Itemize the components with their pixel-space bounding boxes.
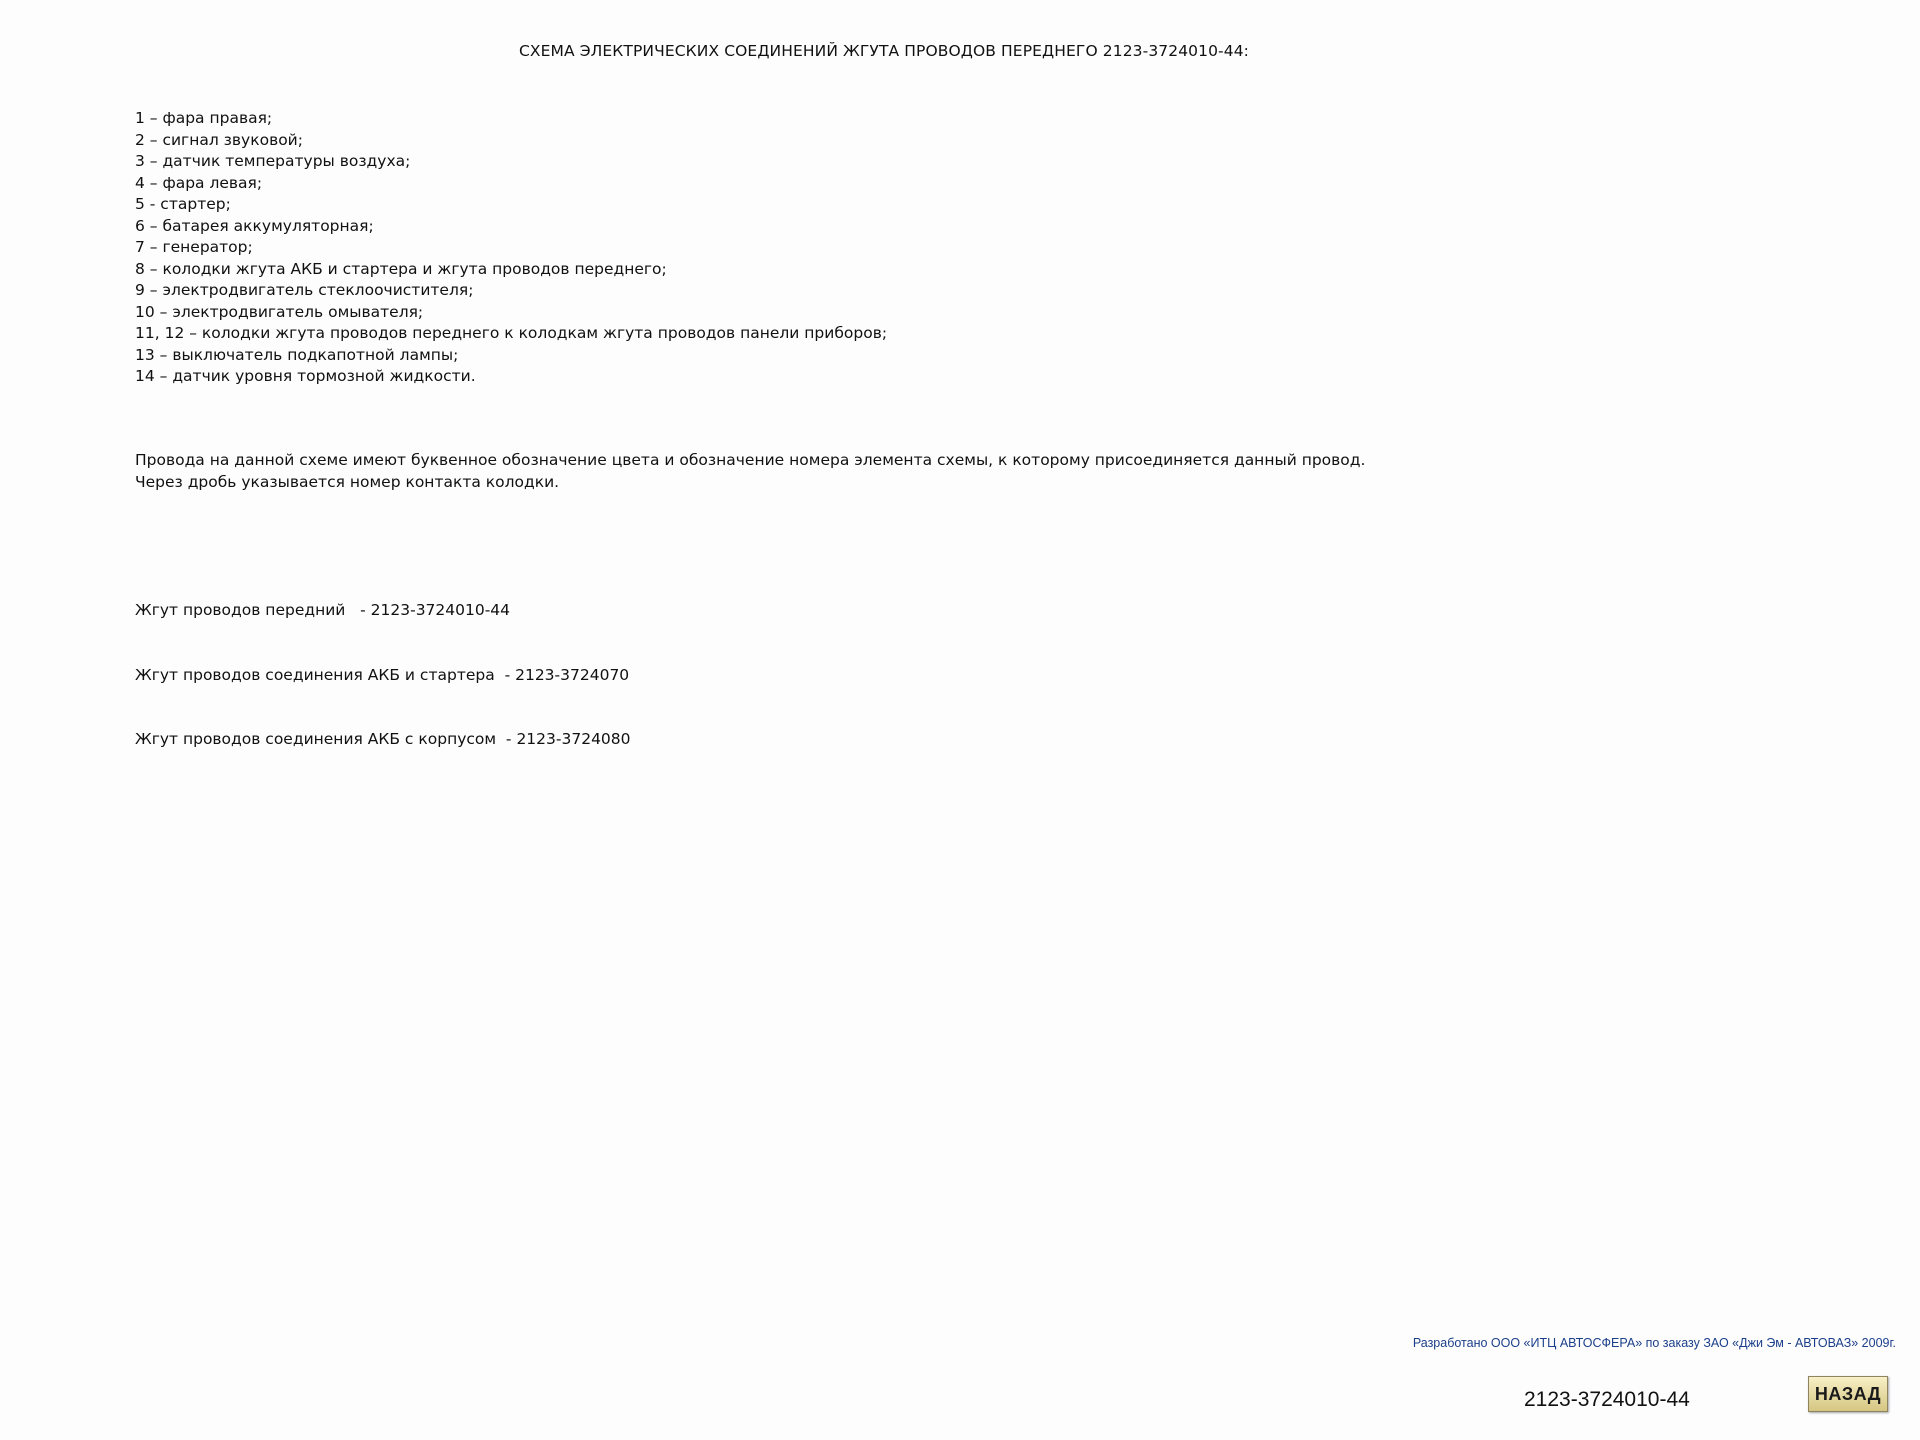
back-button-label: НАЗАД — [1814, 1383, 1882, 1404]
legend-list — [135, 108, 887, 388]
back-button[interactable] — [1808, 1376, 1888, 1412]
document-code: 2123-3724010-44 — [1524, 1388, 1690, 1411]
harness-list — [135, 557, 631, 772]
legend-item: 6 – батарея аккумуляторная; — [135, 216, 374, 235]
legend-item: 9 – электродвигатель стеклоочистителя; — [135, 281, 474, 299]
wire-notation-note — [135, 450, 1365, 493]
page-title: СХЕМА ЭЛЕКТРИЧЕСКИХ СОЕДИНЕНИЙ ЖГУТА ПРОВОДОВ ПЕРЕДНЕГО 2123-3724010-44: — [519, 42, 1249, 60]
legend-item: 8 – колодки жгута АКБ и стартера и жгута проводов переднего; — [135, 259, 667, 278]
legend-item: 4 – фара левая; — [135, 173, 263, 192]
note-line: Провода на данной схеме имеют буквенное обозначение цвета и обозначение номера элемента схемы, к которому присоединяется данный провод. — [135, 451, 1366, 469]
legend-item: 11, 12 – колодки жгута проводов переднего к колодкам жгута проводов панели приборов; — [135, 324, 888, 342]
legend-item: 13 – выключатель подкапотной лампы; — [135, 345, 459, 364]
legend-item: 14 – датчик уровня тормозной жидкости. — [135, 367, 476, 385]
legend-item: 10 – электродвигатель омывателя; — [135, 302, 424, 321]
legend-item: 5 - стартер; — [135, 195, 231, 213]
credits-text: Разработано ООО «ИТЦ АВТОСФЕРА» по заказу ЗАО «Джи Эм - АВТОВАЗ» 2009г. — [1412, 1336, 1896, 1350]
legend-item: 1 – фара правая; — [135, 109, 273, 127]
legend-item: 2 – сигнал звуковой; — [135, 130, 303, 149]
harness-item: Жгут проводов соединения АКБ и стартера - 2123-3724070 — [135, 665, 630, 684]
legend-item: 3 – датчик температуры воздуха; — [135, 152, 411, 170]
legend-item: 7 – генератор; — [135, 238, 253, 256]
note-line: Через дробь указывается номер контакта колодки. — [135, 472, 560, 491]
harness-item: Жгут проводов соединения АКБ с корпусом - 2123-3724080 — [135, 730, 631, 748]
harness-item: Жгут проводов передний - 2123-3724010-44 — [135, 601, 511, 619]
